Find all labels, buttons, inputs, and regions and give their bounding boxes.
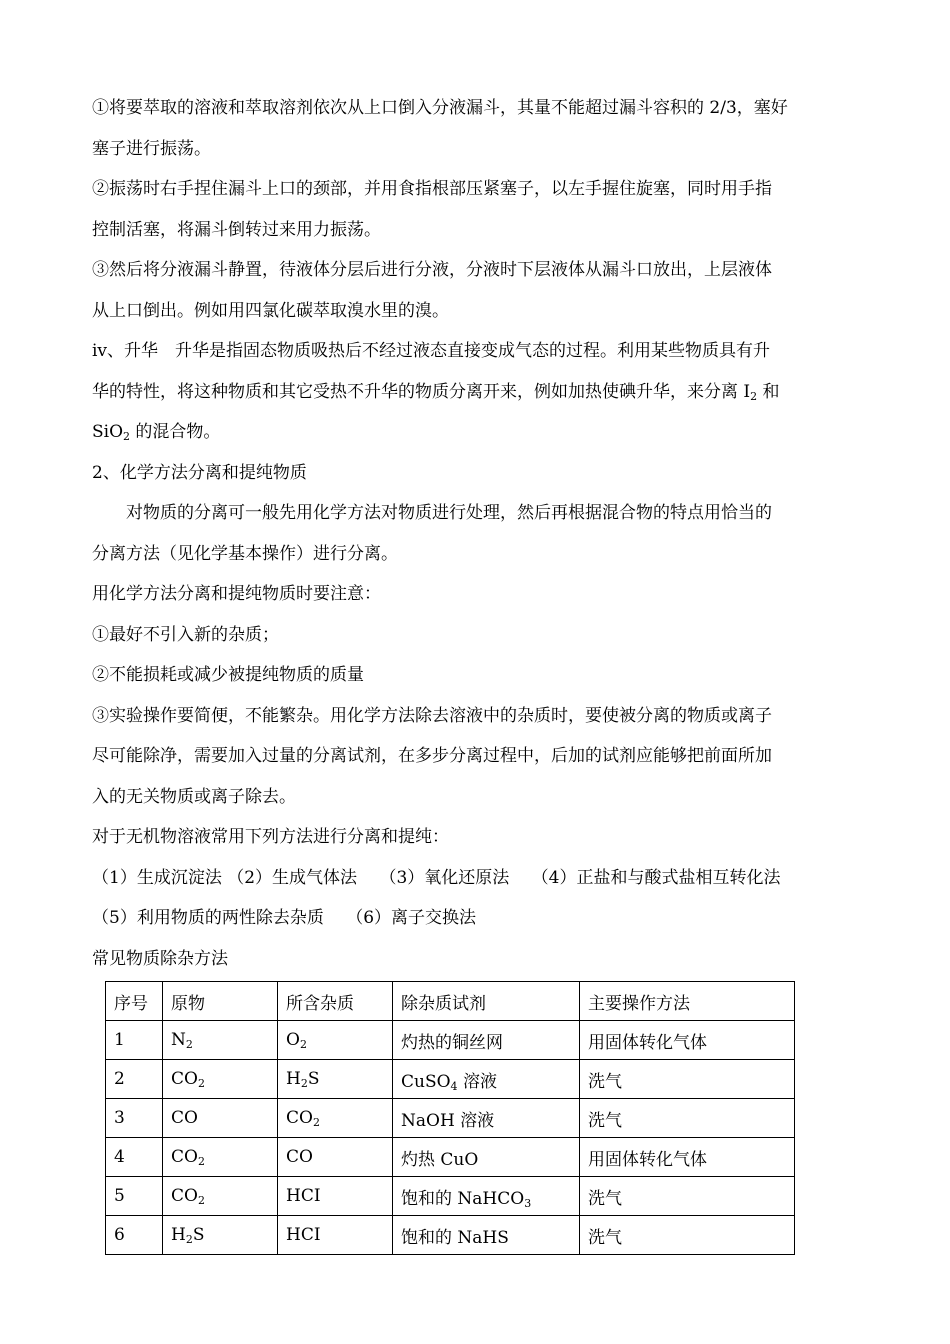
cell-reagent: CuSO$_4$ 溶液	[393, 1060, 580, 1099]
table-row	[106, 1138, 795, 1177]
cell-impurity: $O_2$	[278, 1021, 393, 1060]
cell-impurity: $CO_2$	[278, 1099, 393, 1138]
table-row	[106, 1216, 795, 1255]
table-row	[106, 1177, 795, 1216]
cell-method: 洗气	[580, 1060, 795, 1099]
cell-original: $H_2S$	[163, 1216, 278, 1255]
paragraph-line: 塞子进行振荡。	[92, 138, 211, 159]
paragraph-line: 华的特性，将这种物质和其它受热不升华的物质分离开来，例如加热使碘升华，来分离 $I_2$ 和	[92, 381, 780, 403]
table-row	[106, 1099, 795, 1138]
header-cell: 所含杂质	[278, 982, 393, 1021]
cell-original: $CO_2$	[163, 1177, 278, 1216]
paragraph-line: 入的无关物质或离子除去。	[92, 786, 296, 807]
section-heading: 2、化学方法分离和提纯物质	[92, 462, 307, 483]
paragraph-line: （1）生成沉淀法 （2）生成气体法 （3）氧化还原法 （4）正盐和与酸式盐相互转化法	[92, 867, 781, 888]
cell-original: $N_2$	[163, 1021, 278, 1060]
paragraph-line: 控制活塞，将漏斗倒转过来用力振荡。	[92, 219, 381, 240]
header-cell: 序号	[106, 982, 163, 1021]
cell-reagent: 灼热 CuO	[393, 1138, 580, 1177]
cell-method: 洗气	[580, 1177, 795, 1216]
cell-original: $CO_2$	[163, 1138, 278, 1177]
cell-method: 洗气	[580, 1216, 795, 1255]
cell-method: 用固体转化气体	[580, 1138, 795, 1177]
paragraph-line: SiO$_2$ 的混合物。	[92, 422, 221, 443]
cell-no: 2	[106, 1060, 163, 1099]
paragraph-line: ②振荡时右手捏住漏斗上口的颈部，并用食指根部压紧塞子，以左手握住旋塞，同时用手指	[92, 179, 772, 199]
header-cell: 原物	[163, 982, 278, 1021]
cell-no: 3	[106, 1099, 163, 1138]
paragraph-line: ①将要萃取的溶液和萃取溶剂依次从上口倒入分液漏斗，其量不能超过漏斗容积的 2/3，塞好	[92, 98, 788, 118]
header-cell: 主要操作方法	[580, 982, 795, 1021]
cell-original: CO	[163, 1099, 278, 1138]
cell-no: 1	[106, 1021, 163, 1060]
cell-impurity: CO	[278, 1138, 393, 1177]
cell-no: 5	[106, 1177, 163, 1216]
cell-reagent: 饱和的 NaHS	[393, 1216, 580, 1255]
paragraph-line: 从上口倒出。例如用四氯化碳萃取溴水里的溴。	[92, 300, 449, 321]
paragraph-line: iv、升华 升华是指固态物质吸热后不经过液态直接变成气态的过程。利用某些物质具有升	[92, 341, 771, 361]
table-row	[106, 1060, 795, 1099]
paragraph-line: ③然后将分液漏斗静置，待液体分层后进行分液，分液时下层液体从漏斗口放出，上层液体	[92, 260, 772, 280]
paragraph-line: 对于无机物溶液常用下列方法进行分离和提纯：	[92, 827, 449, 847]
document-page	[92, 88, 860, 1255]
paragraph-line: （5）利用物质的两性除去杂质 （6）离子交换法	[92, 908, 477, 928]
paragraph-line: 尽可能除净，需要加入过量的分离试剂，在多步分离过程中，后加的试剂应能够把前面所加	[92, 746, 772, 766]
paragraph-line: 对物质的分离可一般先用化学方法对物质进行处理，然后再根据混合物的特点用恰当的	[126, 503, 772, 523]
cell-impurity: $H_2S$	[278, 1060, 393, 1099]
impurity-removal-table	[105, 981, 795, 1255]
table-title: 常见物质除杂方法	[92, 948, 228, 969]
table-row	[106, 1021, 795, 1060]
cell-no: 4	[106, 1138, 163, 1177]
cell-reagent: NaOH 溶液	[393, 1099, 580, 1138]
paragraph-line: 分离方法（见化学基本操作）进行分离。	[92, 543, 398, 564]
cell-reagent: 饱和的 NaHCO$_3$	[393, 1177, 580, 1216]
header-cell: 除杂质试剂	[393, 982, 580, 1021]
paragraph-line: ①最好不引入新的杂质；	[92, 624, 279, 645]
paragraph-line: 用化学方法分离和提纯物质时要注意：	[92, 584, 381, 604]
paragraph-line: ③实验操作要简便，不能繁杂。用化学方法除去溶液中的杂质时，要使被分离的物质或离子	[92, 705, 772, 726]
cell-method: 用固体转化气体	[580, 1021, 795, 1060]
paragraph-line: ②不能损耗或减少被提纯物质的质量	[92, 665, 364, 685]
cell-impurity: HCI	[278, 1177, 393, 1216]
cell-no: 6	[106, 1216, 163, 1255]
cell-original: $CO_2$	[163, 1060, 278, 1099]
cell-impurity: HCI	[278, 1216, 393, 1255]
table-header-row	[106, 982, 795, 1021]
cell-method: 洗气	[580, 1099, 795, 1138]
cell-reagent: 灼热的铜丝网	[393, 1021, 580, 1060]
